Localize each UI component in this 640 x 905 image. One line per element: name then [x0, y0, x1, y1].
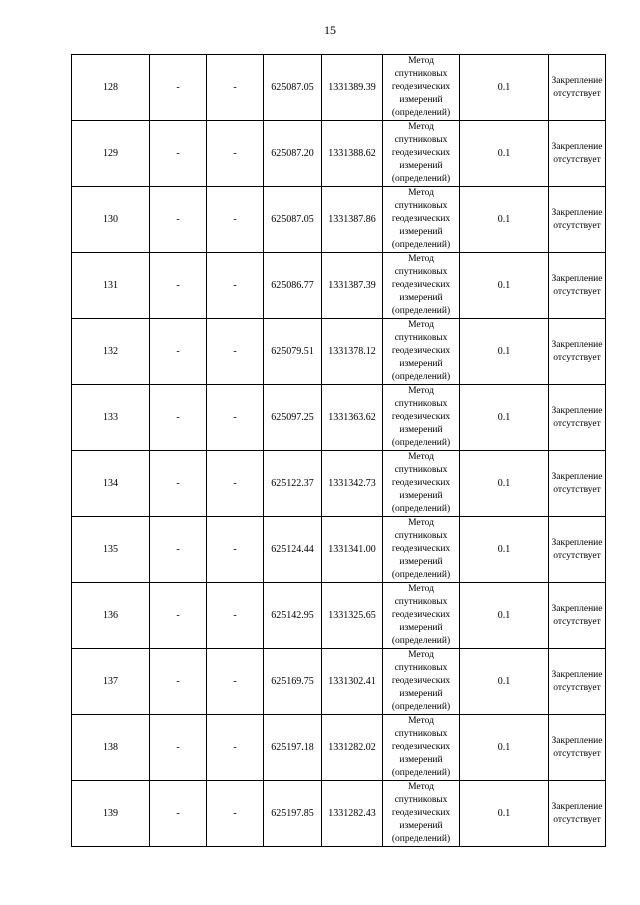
dash-cell: - [150, 781, 207, 847]
x-coordinate-cell: 625169.75 [264, 649, 322, 715]
x-coordinate-cell: 625087.05 [264, 55, 322, 121]
x-coordinate-cell: 625197.85 [264, 781, 322, 847]
accuracy-cell: 0.1 [460, 517, 549, 583]
dash-cell: - [207, 517, 264, 583]
coordinates-table [71, 54, 606, 847]
y-coordinate-cell: 1331302.41 [322, 649, 383, 715]
method-cell: Метод спутниковых геодезических измерений (определений) [383, 451, 460, 517]
fixing-cell: Закрепление отсутствует [549, 385, 606, 451]
x-coordinate-cell: 625079.51 [264, 319, 322, 385]
table-row [72, 517, 606, 583]
table-row [72, 649, 606, 715]
point-number-cell: 129 [72, 121, 150, 187]
dash-cell: - [150, 187, 207, 253]
accuracy-cell: 0.1 [460, 451, 549, 517]
point-number-cell: 128 [72, 55, 150, 121]
point-number-cell: 132 [72, 319, 150, 385]
dash-cell: - [150, 121, 207, 187]
y-coordinate-cell: 1331387.39 [322, 253, 383, 319]
point-number-cell: 136 [72, 583, 150, 649]
method-cell: Метод спутниковых геодезических измерений (определений) [383, 55, 460, 121]
accuracy-cell: 0.1 [460, 385, 549, 451]
accuracy-cell: 0.1 [460, 583, 549, 649]
accuracy-cell: 0.1 [460, 781, 549, 847]
method-cell: Метод спутниковых геодезических измерений (определений) [383, 385, 460, 451]
y-coordinate-cell: 1331325.65 [322, 583, 383, 649]
dash-cell: - [207, 55, 264, 121]
accuracy-cell: 0.1 [460, 319, 549, 385]
dash-cell: - [207, 187, 264, 253]
table-row [72, 715, 606, 781]
dash-cell: - [150, 319, 207, 385]
dash-cell: - [150, 55, 207, 121]
accuracy-cell: 0.1 [460, 121, 549, 187]
point-number-cell: 133 [72, 385, 150, 451]
fixing-cell: Закрепление отсутствует [549, 319, 606, 385]
accuracy-cell: 0.1 [460, 715, 549, 781]
table-row [72, 451, 606, 517]
method-cell: Метод спутниковых геодезических измерений (определений) [383, 319, 460, 385]
accuracy-cell: 0.1 [460, 55, 549, 121]
dash-cell: - [150, 517, 207, 583]
x-coordinate-cell: 625142.95 [264, 583, 322, 649]
x-coordinate-cell: 625087.05 [264, 187, 322, 253]
y-coordinate-cell: 1331363.62 [322, 385, 383, 451]
dash-cell: - [207, 385, 264, 451]
method-cell: Метод спутниковых геодезических измерений (определений) [383, 715, 460, 781]
method-cell: Метод спутниковых геодезических измерений (определений) [383, 649, 460, 715]
method-cell: Метод спутниковых геодезических измерений (определений) [383, 781, 460, 847]
x-coordinate-cell: 625086.77 [264, 253, 322, 319]
table-row [72, 781, 606, 847]
fixing-cell: Закрепление отсутствует [549, 517, 606, 583]
x-coordinate-cell: 625122.37 [264, 451, 322, 517]
y-coordinate-cell: 1331378.12 [322, 319, 383, 385]
accuracy-cell: 0.1 [460, 187, 549, 253]
fixing-cell: Закрепление отсутствует [549, 583, 606, 649]
accuracy-cell: 0.1 [460, 649, 549, 715]
dash-cell: - [150, 715, 207, 781]
table-row [72, 121, 606, 187]
method-cell: Метод спутниковых геодезических измерений (определений) [383, 253, 460, 319]
table-row [72, 385, 606, 451]
fixing-cell: Закрепление отсутствует [549, 649, 606, 715]
method-cell: Метод спутниковых геодезических измерений (определений) [383, 583, 460, 649]
dash-cell: - [207, 451, 264, 517]
point-number-cell: 139 [72, 781, 150, 847]
point-number-cell: 135 [72, 517, 150, 583]
page-number: 15 [324, 23, 336, 37]
y-coordinate-cell: 1331388.62 [322, 121, 383, 187]
dash-cell: - [207, 253, 264, 319]
y-coordinate-cell: 1331282.02 [322, 715, 383, 781]
dash-cell: - [207, 715, 264, 781]
y-coordinate-cell: 1331389.39 [322, 55, 383, 121]
fixing-cell: Закрепление отсутствует [549, 715, 606, 781]
fixing-cell: Закрепление отсутствует [549, 187, 606, 253]
table-row [72, 55, 606, 121]
method-cell: Метод спутниковых геодезических измерений (определений) [383, 121, 460, 187]
dash-cell: - [207, 121, 264, 187]
fixing-cell: Закрепление отсутствует [549, 55, 606, 121]
point-number-cell: 131 [72, 253, 150, 319]
x-coordinate-cell: 625087.20 [264, 121, 322, 187]
dash-cell: - [207, 781, 264, 847]
table-row [72, 253, 606, 319]
fixing-cell: Закрепление отсутствует [549, 253, 606, 319]
dash-cell: - [207, 649, 264, 715]
point-number-cell: 138 [72, 715, 150, 781]
point-number-cell: 130 [72, 187, 150, 253]
fixing-cell: Закрепление отсутствует [549, 451, 606, 517]
dash-cell: - [150, 385, 207, 451]
method-cell: Метод спутниковых геодезических измерений (определений) [383, 187, 460, 253]
table-row [72, 319, 606, 385]
y-coordinate-cell: 1331387.86 [322, 187, 383, 253]
accuracy-cell: 0.1 [460, 253, 549, 319]
point-number-cell: 137 [72, 649, 150, 715]
dash-cell: - [150, 583, 207, 649]
y-coordinate-cell: 1331341.00 [322, 517, 383, 583]
fixing-cell: Закрепление отсутствует [549, 781, 606, 847]
point-number-cell: 134 [72, 451, 150, 517]
dash-cell: - [207, 583, 264, 649]
fixing-cell: Закрепление отсутствует [549, 121, 606, 187]
x-coordinate-cell: 625124.44 [264, 517, 322, 583]
table-body [72, 55, 606, 847]
dash-cell: - [150, 253, 207, 319]
dash-cell: - [150, 451, 207, 517]
y-coordinate-cell: 1331342.73 [322, 451, 383, 517]
method-cell: Метод спутниковых геодезических измерений (определений) [383, 517, 460, 583]
dash-cell: - [207, 319, 264, 385]
dash-cell: - [150, 649, 207, 715]
table-row [72, 583, 606, 649]
x-coordinate-cell: 625197.18 [264, 715, 322, 781]
table-row [72, 187, 606, 253]
x-coordinate-cell: 625097.25 [264, 385, 322, 451]
y-coordinate-cell: 1331282.43 [322, 781, 383, 847]
